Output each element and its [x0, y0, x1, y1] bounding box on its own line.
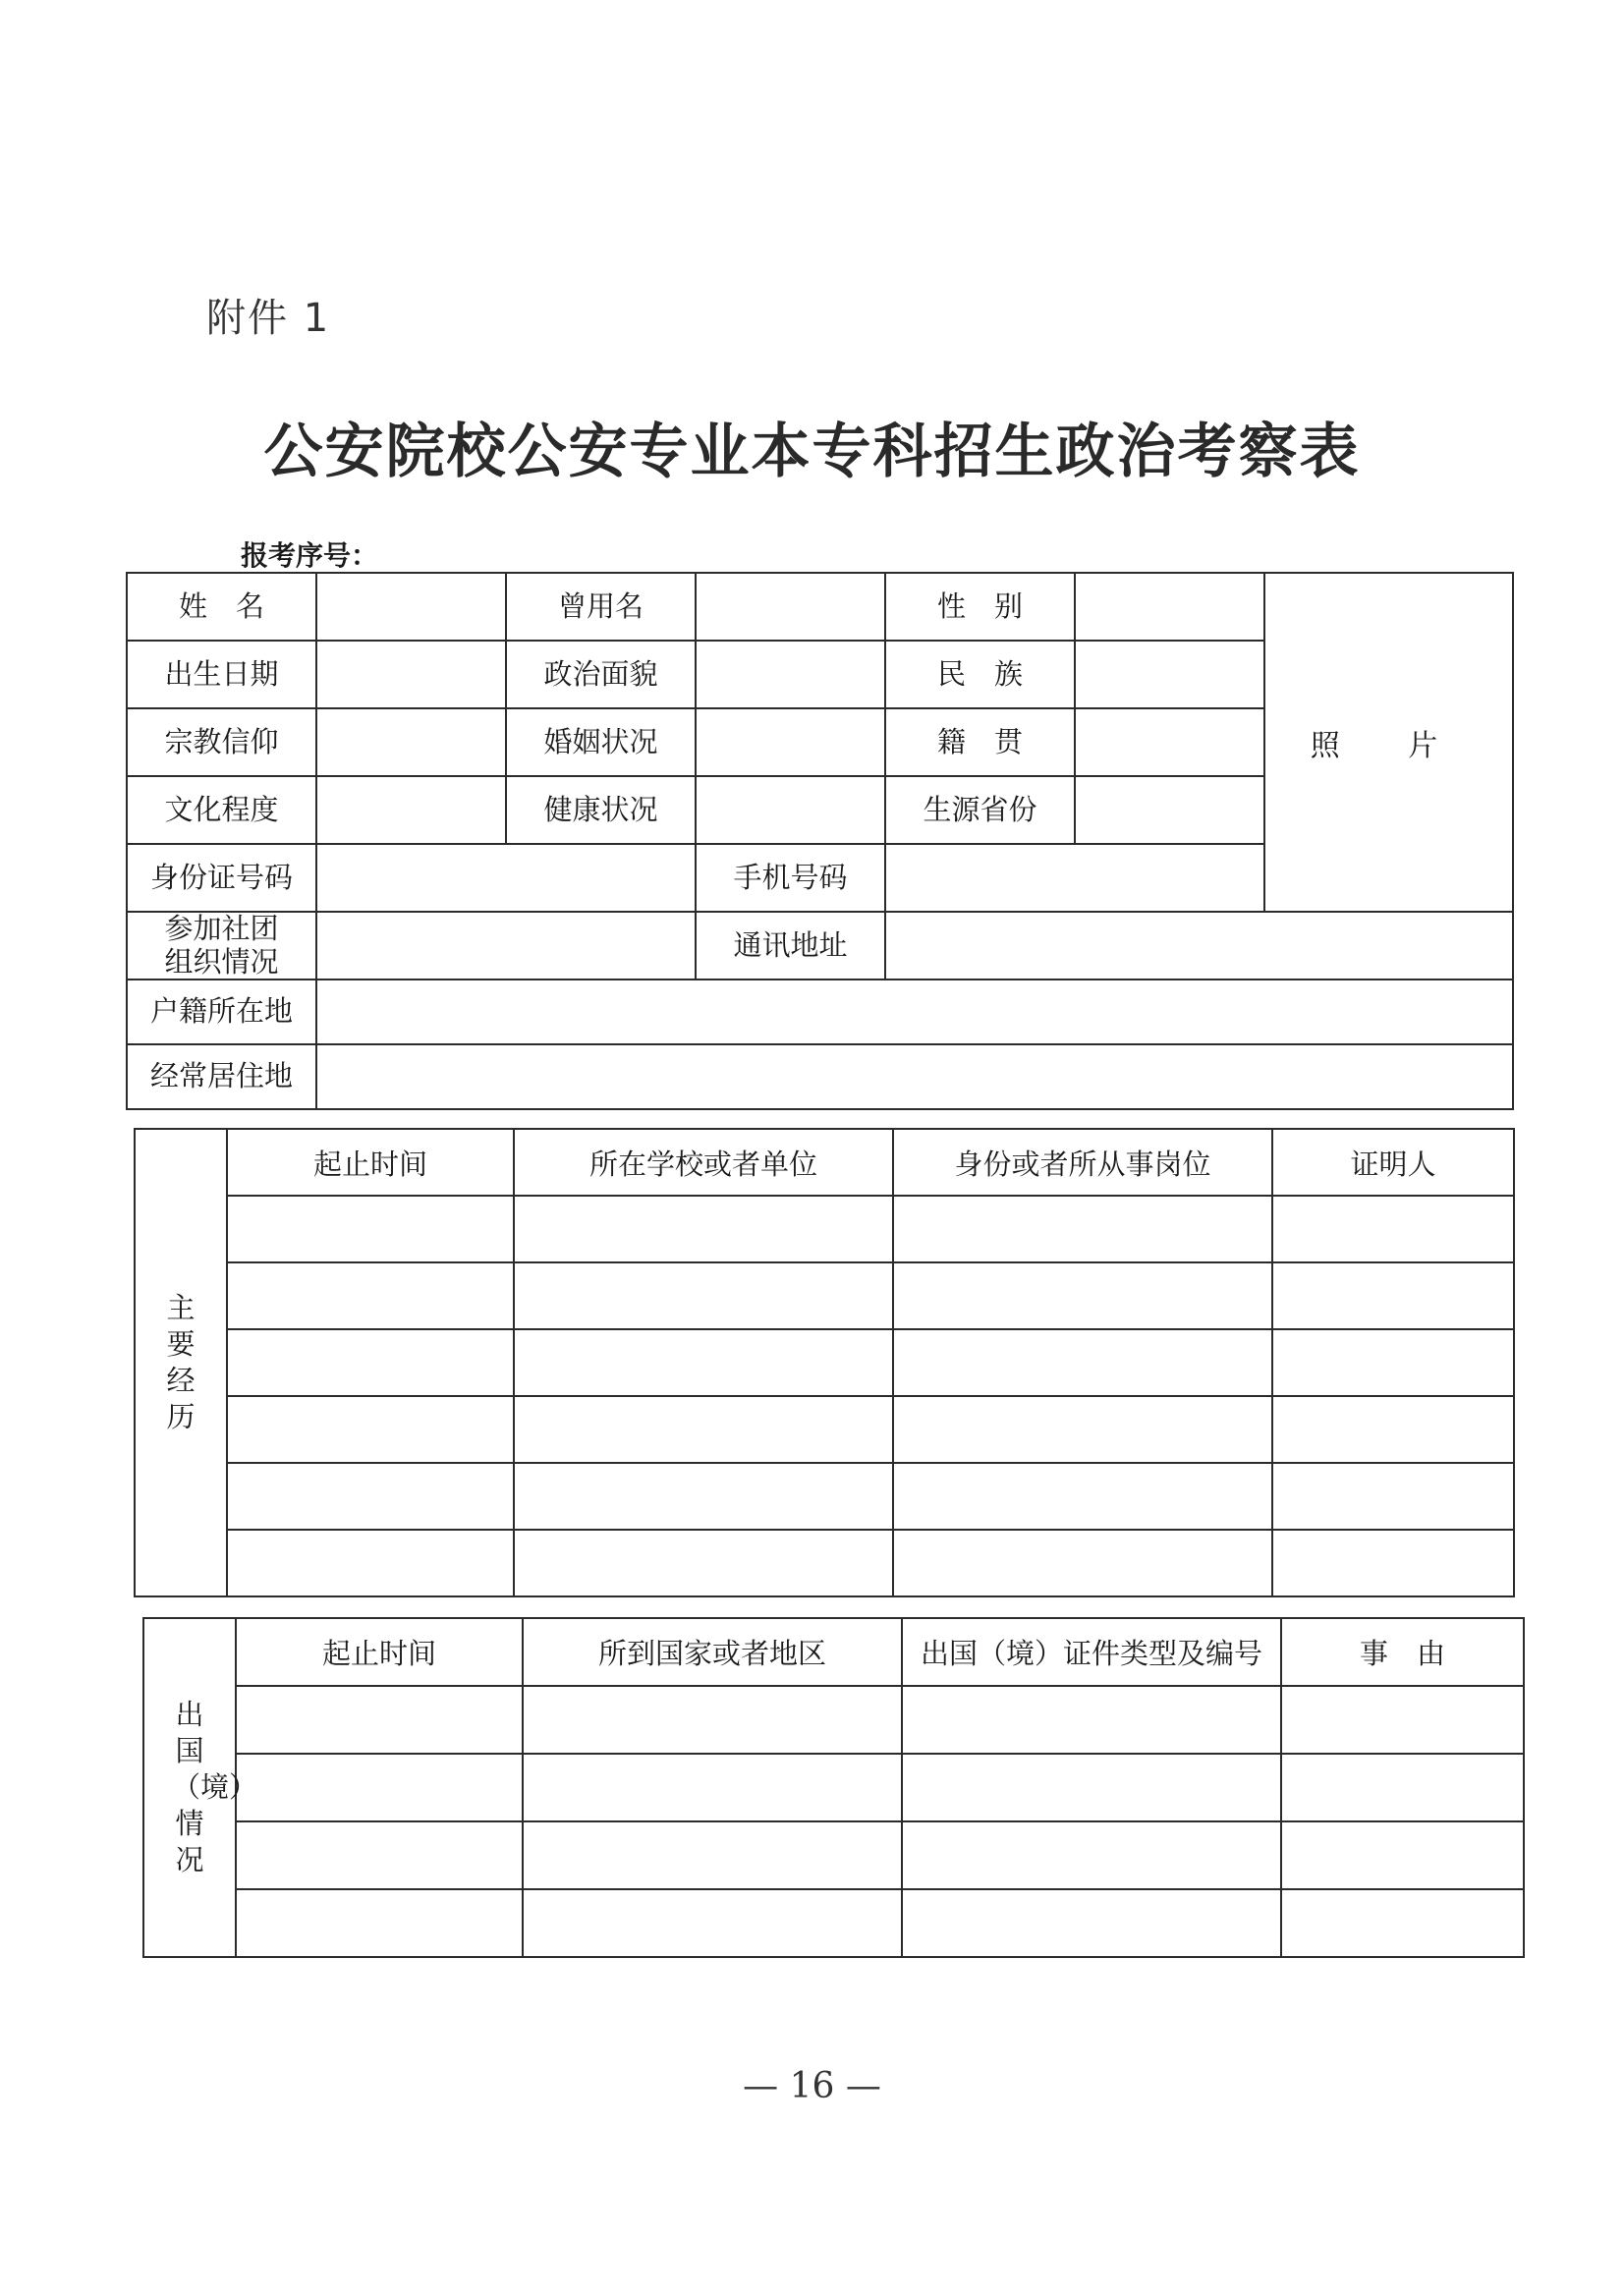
abroad-col-reason: 事 由 — [1281, 1618, 1524, 1686]
organizations-field[interactable] — [316, 912, 696, 980]
abroad-side-label — [143, 1618, 258, 1957]
abroad-travel-table — [142, 1617, 1525, 1958]
abroad-row — [143, 1821, 1524, 1889]
abroad-document-cell[interactable] — [902, 1821, 1281, 1889]
mailing-address-label: 通讯地址 — [696, 912, 885, 980]
abroad-period-cell[interactable] — [236, 1821, 523, 1889]
education-field[interactable] — [316, 776, 506, 844]
abroad-row — [143, 1754, 1524, 1821]
personal-info-table — [126, 572, 1514, 1110]
organizations-label — [127, 912, 316, 980]
marital-status-field[interactable] — [696, 708, 885, 776]
history-period-cell[interactable] — [227, 1396, 514, 1463]
abroad-document-cell[interactable] — [902, 1686, 1281, 1754]
history-witness-cell[interactable] — [1272, 1396, 1514, 1463]
residence-label: 经常居住地 — [127, 1044, 316, 1109]
marital-status-label: 婚姻状况 — [506, 708, 696, 776]
main-experience-side-text: 主要经历 — [166, 1290, 196, 1434]
abroad-reason-cell[interactable] — [1281, 1686, 1524, 1754]
page-number: — 16 — — [743, 2066, 881, 2106]
history-unit-cell[interactable] — [514, 1262, 893, 1329]
history-witness-cell[interactable] — [1272, 1196, 1514, 1262]
history-unit-cell[interactable] — [514, 1196, 893, 1262]
main-experience-table — [134, 1128, 1515, 1597]
history-position-cell[interactable] — [893, 1329, 1272, 1396]
mobile-label: 手机号码 — [696, 844, 885, 912]
former-name-field[interactable] — [696, 573, 885, 641]
history-col-period: 起止时间 — [227, 1129, 514, 1196]
ethnicity-label: 民 族 — [885, 641, 1075, 708]
history-position-cell[interactable] — [893, 1262, 1272, 1329]
abroad-reason-cell[interactable] — [1281, 1821, 1524, 1889]
history-header-row — [135, 1129, 1514, 1196]
history-unit-cell[interactable] — [514, 1530, 893, 1596]
name-field[interactable] — [316, 573, 506, 641]
history-witness-cell[interactable] — [1272, 1463, 1514, 1530]
history-unit-cell[interactable] — [514, 1463, 893, 1530]
history-period-cell[interactable] — [227, 1196, 514, 1262]
birth-date-label: 出生日期 — [127, 641, 316, 708]
info-row-7 — [127, 980, 1513, 1044]
history-position-cell[interactable] — [893, 1196, 1272, 1262]
abroad-header-row — [143, 1618, 1524, 1686]
info-row-8 — [127, 1044, 1513, 1109]
abroad-period-cell[interactable] — [236, 1686, 523, 1754]
abroad-col-period: 起止时间 — [236, 1618, 523, 1686]
mailing-address-field[interactable] — [885, 912, 1513, 980]
household-registration-label: 户籍所在地 — [127, 980, 316, 1044]
history-witness-cell[interactable] — [1272, 1262, 1514, 1329]
history-row — [135, 1530, 1514, 1596]
residence-field[interactable] — [316, 1044, 1513, 1109]
abroad-side-text: 出国（境）情况 — [172, 1697, 258, 1877]
education-label: 文化程度 — [127, 776, 316, 844]
history-position-cell[interactable] — [893, 1396, 1272, 1463]
abroad-reason-cell[interactable] — [1281, 1754, 1524, 1821]
photo-box[interactable]: 照 片 — [1264, 573, 1513, 912]
history-unit-cell[interactable] — [514, 1396, 893, 1463]
abroad-col-destination: 所到国家或者地区 — [523, 1618, 902, 1686]
abroad-destination-cell[interactable] — [523, 1889, 902, 1957]
history-period-cell[interactable] — [227, 1329, 514, 1396]
abroad-reason-cell[interactable] — [1281, 1889, 1524, 1957]
history-row — [135, 1196, 1514, 1262]
history-period-cell[interactable] — [227, 1262, 514, 1329]
mobile-field[interactable] — [885, 844, 1264, 912]
history-row — [135, 1329, 1514, 1396]
history-row — [135, 1262, 1514, 1329]
attachment-label: 附件 1 — [206, 296, 331, 341]
political-status-label: 政治面貌 — [506, 641, 696, 708]
former-name-label: 曾用名 — [506, 573, 696, 641]
organizations-label-text: 参加社团组织情况 — [164, 912, 279, 979]
abroad-period-cell[interactable] — [236, 1889, 523, 1957]
abroad-document-cell[interactable] — [902, 1889, 1281, 1957]
gender-label: 性 别 — [885, 573, 1075, 641]
history-witness-cell[interactable] — [1272, 1530, 1514, 1596]
history-witness-cell[interactable] — [1272, 1329, 1514, 1396]
abroad-row — [143, 1686, 1524, 1754]
history-unit-cell[interactable] — [514, 1329, 893, 1396]
native-place-label: 籍 贯 — [885, 708, 1075, 776]
birth-date-field[interactable] — [316, 641, 506, 708]
history-col-witness: 证明人 — [1272, 1129, 1514, 1196]
id-number-label: 身份证号码 — [127, 844, 316, 912]
history-row — [135, 1396, 1514, 1463]
health-status-field[interactable] — [696, 776, 885, 844]
abroad-document-cell[interactable] — [902, 1754, 1281, 1821]
application-serial-label: 报考序号： — [241, 539, 379, 572]
history-period-cell[interactable] — [227, 1463, 514, 1530]
history-position-cell[interactable] — [893, 1463, 1272, 1530]
abroad-destination-cell[interactable] — [523, 1821, 902, 1889]
abroad-destination-cell[interactable] — [523, 1754, 902, 1821]
main-experience-side-label — [135, 1129, 227, 1596]
political-status-field[interactable] — [696, 641, 885, 708]
history-col-position: 身份或者所从事岗位 — [893, 1129, 1272, 1196]
history-period-cell[interactable] — [227, 1530, 514, 1596]
id-number-field[interactable] — [316, 844, 696, 912]
info-row-6 — [127, 912, 1513, 980]
household-registration-field[interactable] — [316, 980, 1513, 1044]
native-place-field[interactable] — [1075, 708, 1264, 776]
abroad-row — [143, 1889, 1524, 1957]
ethnicity-field[interactable] — [1075, 641, 1264, 708]
religion-field[interactable] — [316, 708, 506, 776]
form-title: 公安院校公安专业本专科招生政治考察表 — [263, 418, 1361, 486]
history-position-cell[interactable] — [893, 1530, 1272, 1596]
gender-field[interactable] — [1075, 573, 1264, 641]
abroad-destination-cell[interactable] — [523, 1686, 902, 1754]
abroad-col-document: 出国（境）证件类型及编号 — [902, 1618, 1281, 1686]
health-status-label: 健康状况 — [506, 776, 696, 844]
history-row — [135, 1463, 1514, 1530]
source-province-field[interactable] — [1075, 776, 1264, 844]
history-col-school-or-unit: 所在学校或者单位 — [514, 1129, 893, 1196]
info-row-1 — [127, 573, 1513, 641]
source-province-label: 生源省份 — [885, 776, 1075, 844]
name-label: 姓 名 — [127, 573, 316, 641]
abroad-period-cell[interactable] — [236, 1754, 523, 1821]
religion-label: 宗教信仰 — [127, 708, 316, 776]
